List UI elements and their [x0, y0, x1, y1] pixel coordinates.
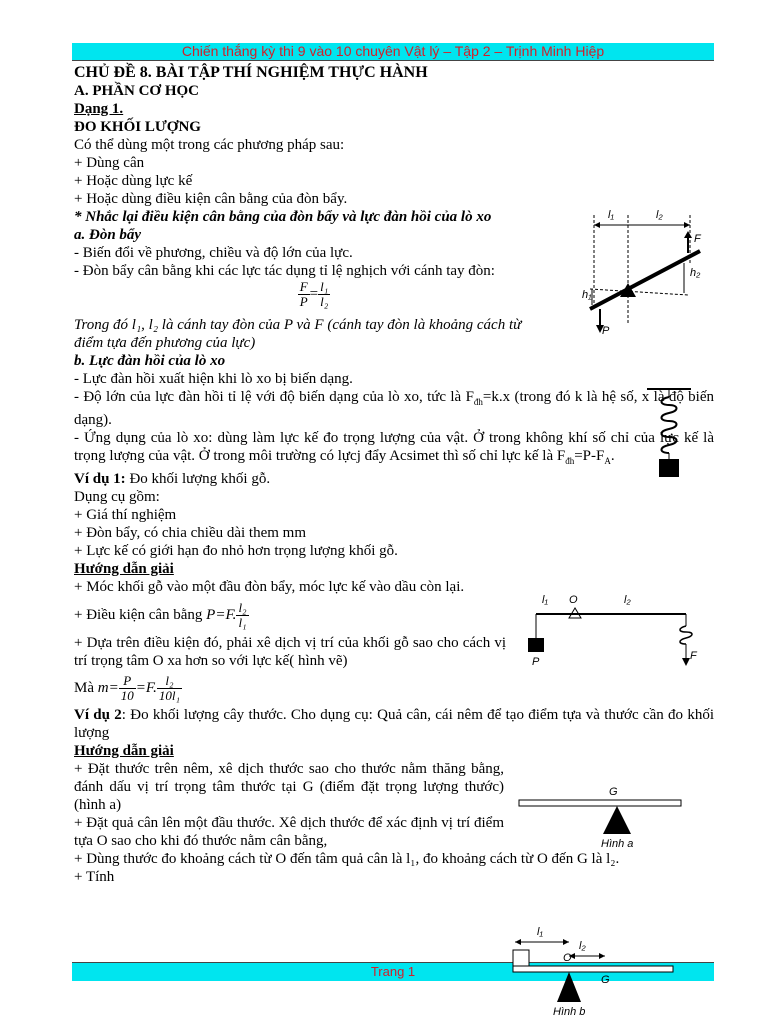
- example-2: Ví dụ 2: Đo khối lượng cây thước. Cho dụng cụ: Quả cân, cái nêm để tạo điểm tựa và thước cần đo khối lượng: [74, 707, 714, 741]
- recall-heading: * Nhắc lại điều kiện cân bằng của đòn bẩy và lực đàn hồi của lò xo: [74, 209, 492, 225]
- ruler-figure-b: [505, 922, 675, 1022]
- formula-den: l₂: [320, 294, 329, 309]
- formula-num: F: [299, 279, 308, 294]
- guide-heading: Hướng dẫn giải: [74, 561, 174, 577]
- chapter-title: CHỦ ĐỀ 8. BÀI TẬP THÍ NGHIỆM THỰC HÀNH: [74, 64, 428, 81]
- document-body: [74, 64, 714, 886]
- spring-heading: b. Lực đàn hồi của lò xo: [74, 353, 226, 369]
- fig-label: l₂: [624, 594, 631, 606]
- fig-label: l₂: [656, 209, 663, 221]
- ex1-step-4: Mà m= $\frac{P}{10}$ =F. $\frac{\text{l₂}}{\text{10l₁}}$: [74, 673, 180, 704]
- tools-label: Dụng cụ gồm:: [74, 489, 160, 505]
- lever-note: Trong đó l₁, l₂ là cánh tay đòn của P và F (cánh tay đòn là khoảng cách từ điểm tựa đến phương của lực): [74, 317, 522, 351]
- ex1-step-3: + Dựa trên điều kiện đó, phải xê dịch vị trí của khối gỗ sao cho cách vị trí trọng tâm O xa hơn so với lực kế( hình vẽ): [74, 635, 506, 669]
- ex2-step-4: + Tính: [74, 869, 115, 885]
- formula-den: P: [299, 294, 308, 309]
- formula-eq: =: [309, 285, 319, 302]
- intro-text: Có thể dùng một trong các phương pháp sau:: [74, 137, 345, 153]
- ruler-figure-a: [515, 786, 685, 856]
- page-header: Chiến thắng kỳ thi 9 vào 10 chuyên Vật lý – Tập 2 – Trịnh Minh Hiệp: [72, 43, 714, 61]
- fig-label: P: [532, 656, 540, 668]
- fig-label: G: [609, 786, 618, 798]
- lever-formula: [74, 280, 554, 316]
- dang-label: Dạng 1.: [74, 101, 124, 117]
- fig-label: h₁: [582, 289, 592, 301]
- fig-label: l₁: [542, 594, 548, 606]
- ex2-step-2: + Đặt quả cân lên một đầu thước. Xê dịch thước để xác định vị trí điểm tựa O sao cho khi đó thước nằm cân bằng,: [74, 815, 504, 849]
- spring-text-1: - Lực đàn hồi xuất hiện khi lò xo bị biến dạng.: [74, 371, 353, 387]
- lever-text-1: - Biến đổi về phương, chiều và độ lớn của lực.: [74, 245, 353, 261]
- fig-label: O: [563, 952, 572, 964]
- fig-label: F: [690, 650, 697, 662]
- guide-heading: Hướng dẫn giải: [74, 743, 174, 759]
- ex2-step-1: + Đặt thước trên nêm, xê dịch thước sao cho thước nằm thăng bằng, đánh dấu vị trí trọng tâm thước tại G (điểm đặt trọng lượng thước)(hình a): [74, 761, 504, 813]
- tool-item: + Lực kế có giới hạn đo nhỏ hơn trọng lượng khối gỗ.: [74, 543, 398, 559]
- page-footer: Trang 1: [72, 962, 714, 981]
- spring-figure: [645, 385, 695, 485]
- fig-label: O: [569, 594, 578, 606]
- lever-heading: a. Đòn bẩy: [74, 227, 142, 243]
- method-item: + Hoặc dùng điều kiện cân bằng của đòn bẩy.: [74, 191, 348, 207]
- lever-figure: [560, 205, 710, 345]
- lever-text-2: - Đòn bẩy cân bằng khi các lực tác dụng tỉ lệ nghịch với cánh tay đòn:: [74, 263, 495, 279]
- ex1-step-2: + Điều kiện cân bằng P=F. $\frac{\text{l₂}}{\text{l₁}}$: [74, 600, 247, 631]
- method-item: + Dùng cân: [74, 155, 145, 171]
- fig-label: h₂: [690, 267, 701, 279]
- dang-title: ĐO KHỐI LƯỢNG: [74, 119, 201, 135]
- fig-label: G: [601, 974, 610, 986]
- fig-label: F: [694, 233, 701, 245]
- formula-num: l₁: [320, 279, 329, 294]
- fig-label: l₂: [579, 940, 586, 952]
- method-item: + Hoặc dùng lực kế: [74, 173, 193, 189]
- ex2-step-3: + Dùng thước đo khoảng cách từ O đến tâm quả cân là l₁, đo khoảng cách từ O đến G là l₂.: [74, 851, 620, 867]
- figure-caption: Hình b: [553, 1006, 586, 1018]
- fig-label: P: [602, 325, 610, 337]
- section-title: A. PHẦN CƠ HỌC: [74, 83, 199, 99]
- spring-text-2: - Độ lớn của lực đàn hồi tỉ lệ với độ biến dạng của lò xo, tức là $F_{đh}=k.x$ (trong đó k là hệ số, x là độ biến dạng).: [74, 389, 715, 428]
- tool-item: + Giá thí nghiệm: [74, 507, 177, 523]
- setup-figure: [518, 592, 698, 672]
- tool-item: + Đòn bẩy, có chia chiều dài them mm: [74, 525, 307, 541]
- ex1-step-1: + Móc khối gỗ vào một đầu đòn bẩy, móc lực kế vào dầu còn lại.: [74, 579, 465, 595]
- spring-text-3: - Ứng dụng của lò xo: dùng làm lực kế đo trọng lượng của vật. Ở trong không khí số chỉ của lực kế là trọng lượng của vật. Ở trong môi trường có lựcj đẩy Acsimet thì số chỉ lực kế là $F_{đh}=P-F_A$.: [74, 430, 714, 466]
- fig-label: l₁: [608, 209, 614, 221]
- figure-caption: Hình a: [601, 838, 634, 850]
- example-1: Ví dụ 1: Đo khối lượng khối gỗ.: [74, 471, 271, 487]
- fig-label: l₁: [537, 926, 543, 938]
